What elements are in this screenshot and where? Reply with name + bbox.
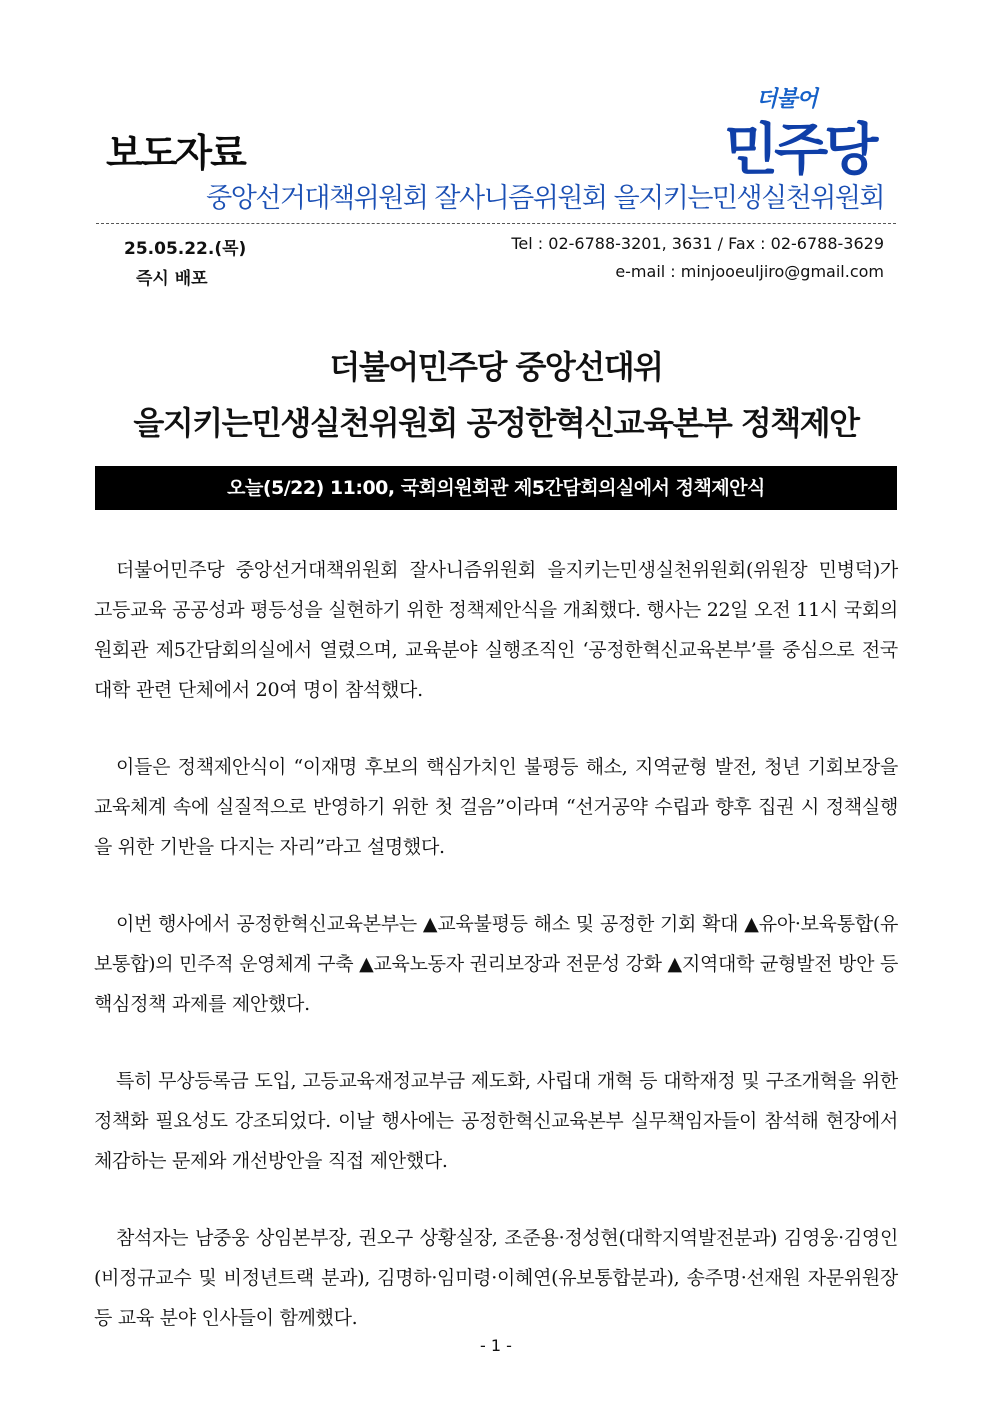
party-logo: [700, 78, 900, 183]
release-date: 25.05.22.(목): [124, 239, 247, 259]
paragraph-4: 특히 무상등록금 도입, 고등교육재정교부금 제도화, 사립대 개혁 등 대학재정 및 구조개혁을 위한 정책화 필요성도 강조되었다. 이날 행사에는 공정한혁신교육본부 실무책임자들이 참석해 현장에서 체감하는 문제와 개선방안을 직접 제안했다.: [94, 1070, 898, 1172]
headline-line-2: 을지키는민생실천위원회 공정한혁신교육본부 정책제안: [133, 404, 859, 442]
contact-phone: Tel : 02-6788-3201, 3631 / Fax : 02-6788-3629: [511, 234, 884, 253]
paragraph-1: 더불어민주당 중앙선거대책위원회 잘사니즘위원회 을지키는민생실천위원회(위원장 민병덕)가 고등교육 공공성과 평등성을 실현하기 위한 정책제안식을 개최했다. 행사는 22일 오전 11시 국회의원회관 제5간담회의실에서 열렸으며, 교육분야 실행조직인 ‘공정한혁신교육본부’를 중심으로 전국 대학 관련 단체에서 20여 명이 참석했다.: [94, 559, 898, 701]
paragraph-2: 이들은 정책제안식이 “이재명 후보의 핵심가치인 불평등 해소, 지역균형 발전, 청년 기회보장을 교육체계 속에 실질적으로 반영하기 위한 첫 걸음”이라며 “선거공약 수립과 향후 집권 시 정책실행을 위한 기반을 다지는 자리”라고 설명했다.: [94, 756, 898, 858]
logo-small-text: 더불어: [756, 87, 817, 112]
article-body: [94, 550, 898, 1375]
release-type: 즉시 배포: [136, 269, 208, 289]
logo-big-text: 민주당: [724, 118, 875, 183]
event-banner: 오늘(5/22) 11:00, 국회의원회관 제5간담회의실에서 정책제안식: [95, 466, 897, 510]
paragraph-3: 이번 행사에서 공정한혁신교육본부는 ▲교육불평등 해소 및 공정한 기회 확대 ▲유아·보육통합(유보통합)의 민주적 운영체계 구축 ▲교육노동자 권리보장과 전문성 강화 ▲지역대학 균형발전 방안 등 핵심정책 과제를 제안했다.: [94, 913, 898, 1015]
paragraph-5: 참석자는 남중웅 상임본부장, 권오구 상황실장, 조준용·정성현(대학지역발전분과) 김영웅·김영인(비정규교수 및 비정년트랙 분과), 김명하·임미령·이혜연(유보통합분과), 송주명·선재원 자문위원장 등 교육 분야 인사들이 함께했다.: [94, 1227, 898, 1329]
headline-line-1: 더불어민주당 중앙선대위: [329, 348, 663, 386]
document-type-title: 보도자료: [106, 131, 245, 175]
header-divider: [96, 223, 896, 224]
page-number: - 1 -: [480, 1336, 512, 1355]
contact-email: e-mail : minjooeuljiro@gmail.com: [615, 262, 884, 281]
committee-names: 중앙선거대책위원회 잘사니즘위원회 을지키는민생실천위원회: [206, 183, 884, 214]
